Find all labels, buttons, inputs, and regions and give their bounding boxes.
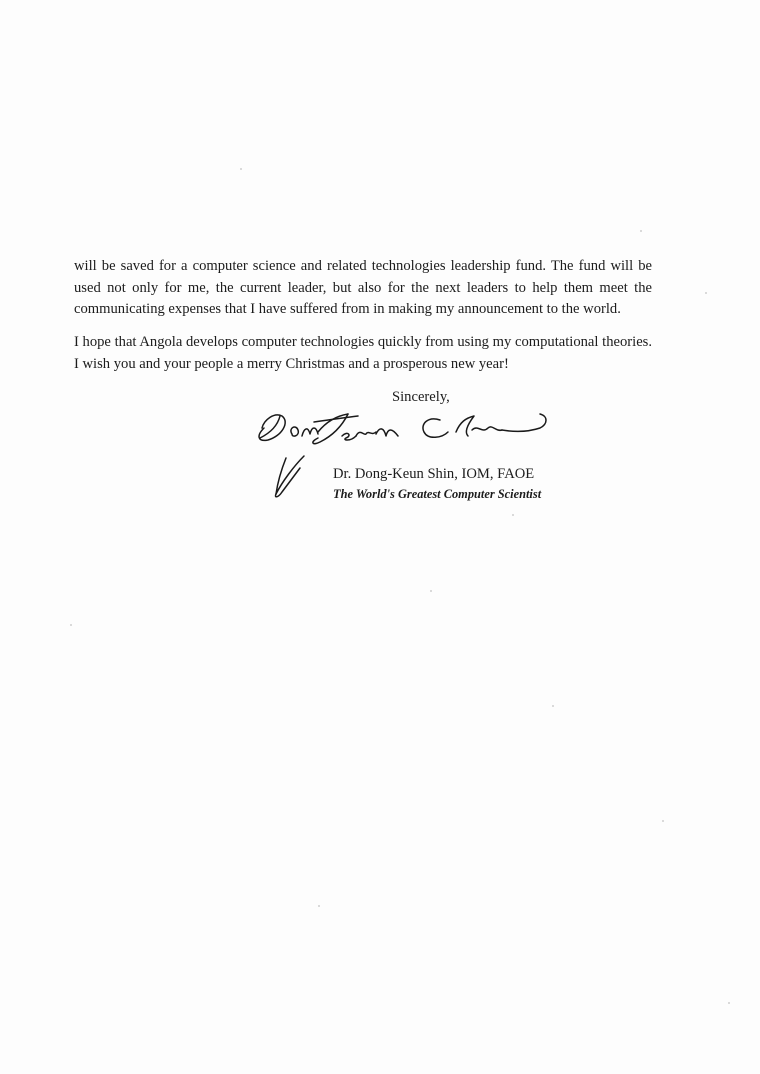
paper-speck [552,705,554,707]
paper-speck [512,514,514,516]
paper-speck [640,230,642,232]
closing-salutation: Sincerely, [392,389,450,405]
signer-title: The World's Greatest Computer Scientist [333,487,542,501]
paper-speck [705,292,707,294]
letter-paragraph-2: I hope that Angola develops computer technologies quickly from using my computational theories. I wish you and your people a merry Christmas and a prosperous new year! [74,334,652,372]
paper-speck [70,624,72,626]
letter-paragraph-1: will be saved for a computer science and related technologies leadership fund. The fund will be used not only for me, the current leader, but also for the next leaders to help them meet the communicating expenses that I have suffered from in making my announcement to the world. [74,258,652,317]
signer-name: Dr. Dong-Keun Shin, IOM, FAOE [333,466,535,482]
paper-speck [662,820,664,822]
paper-speck [318,905,320,907]
paper-speck [240,168,242,170]
paper-speck [430,590,432,592]
paper-speck [728,1002,730,1004]
